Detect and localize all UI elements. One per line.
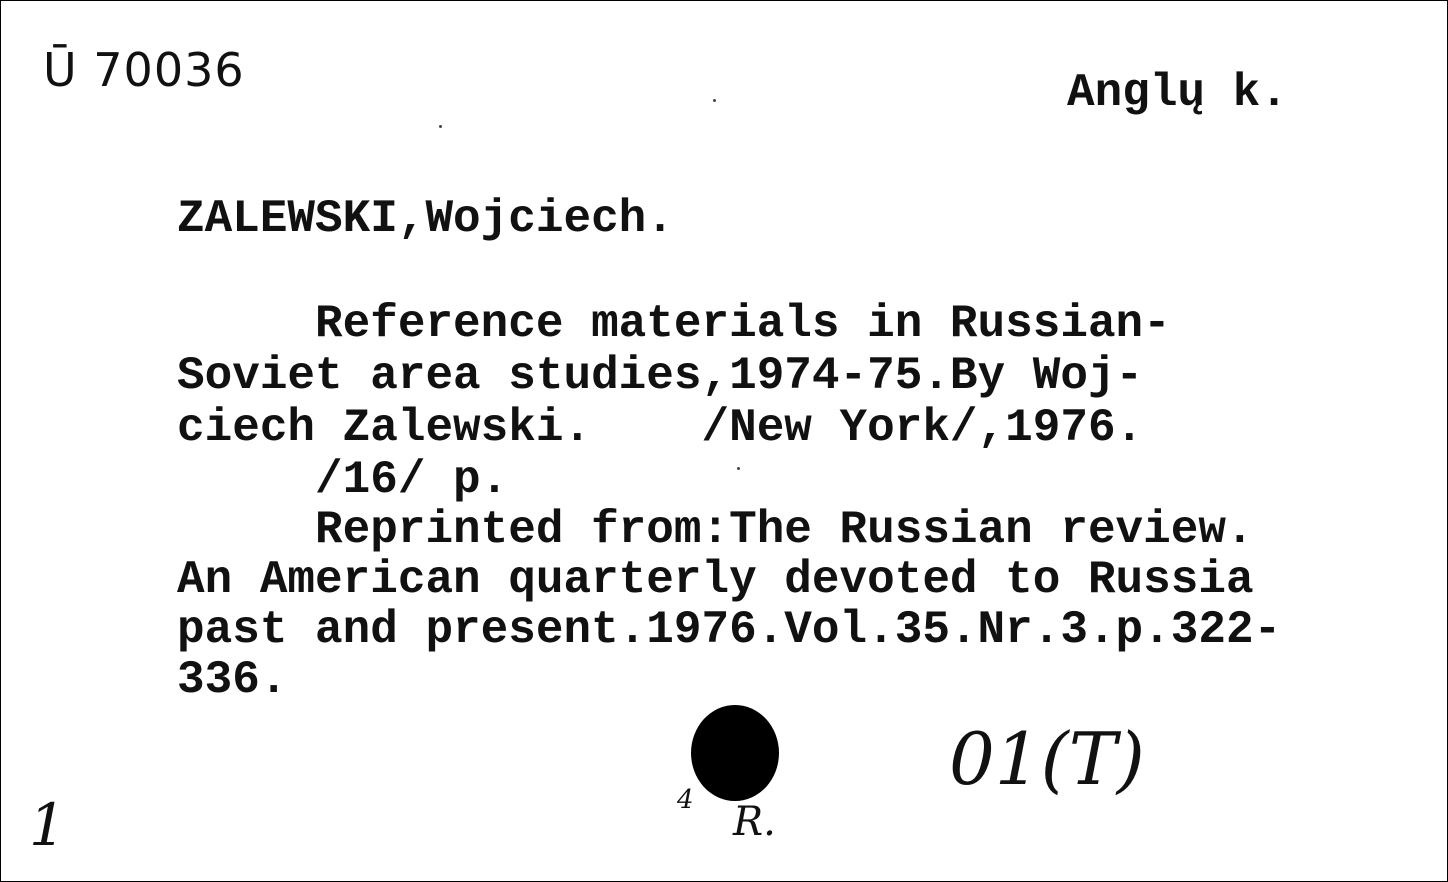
description-line: /16/ p.: [177, 454, 509, 506]
collection-note: Anglų k.: [1067, 67, 1288, 119]
handwritten-initial: R.: [733, 799, 776, 845]
description-line: Reference materials in Russian-: [177, 298, 1171, 350]
punch-hole: [691, 705, 779, 801]
description-line: 336.: [177, 654, 288, 706]
description-line: ciech Zalewski. /New York/,1976.: [177, 402, 1144, 454]
handwritten-code: 01(T): [949, 717, 1145, 801]
description-line: Reprinted from:The Russian review.: [177, 504, 1254, 556]
handwritten-digit: 4: [677, 785, 694, 815]
description-line: past and present.1976.Vol.35.Nr.3.p.322-: [177, 604, 1282, 656]
description-line: Soviet area studies,1974-75.By Woj-: [177, 350, 1144, 402]
paper-speck: [737, 467, 740, 470]
handwritten-page-number: 1: [29, 791, 66, 859]
paper-speck: [439, 125, 442, 128]
description-line: An American quarterly devoted to Russia: [177, 554, 1254, 606]
paper-speck: [713, 99, 716, 102]
author-heading: ZALEWSKI,Wojciech.: [177, 193, 674, 245]
call-number: Ū 70036: [43, 43, 245, 97]
